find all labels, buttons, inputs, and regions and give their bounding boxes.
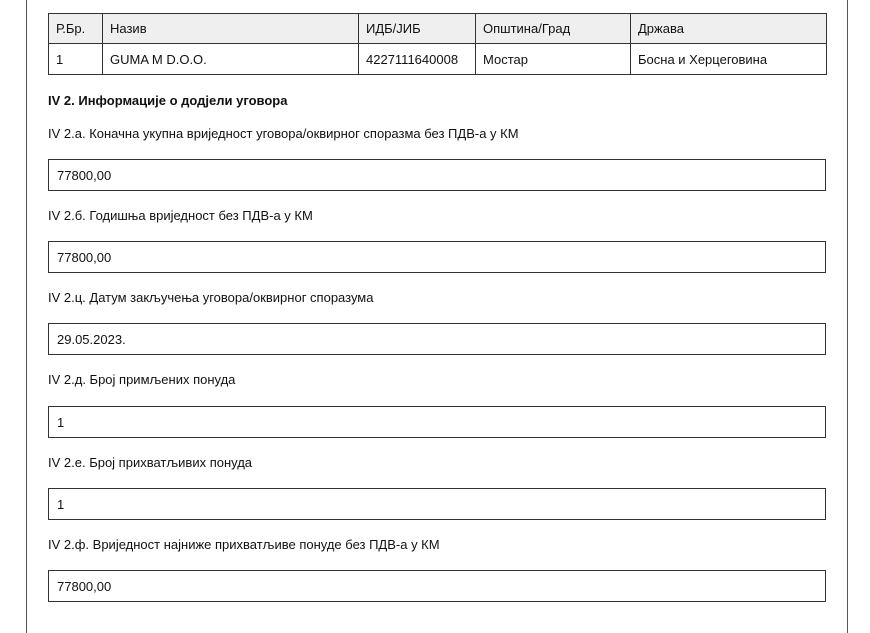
cell-name: GUMA M D.O.O. <box>103 44 359 75</box>
table-header-row <box>49 14 827 44</box>
column-header-name: Назив <box>103 14 359 44</box>
field-value-acceptable-offers: 1 <box>48 488 826 520</box>
column-header-number: Р.Бр. <box>49 14 103 44</box>
column-header-country: Држава <box>631 14 827 44</box>
field-value-contract-date: 29.05.2023. <box>48 323 826 355</box>
field-value-lowest-offer: 77800,00 <box>48 570 826 602</box>
cell-country: Босна и Херцеговина <box>631 44 827 75</box>
field-label-final-value: IV 2.а. Коначна укупна вриједност уговора/оквирног споразма без ПДВ-а у КМ <box>48 126 519 141</box>
field-label-contract-date: IV 2.ц. Датум закључења уговора/оквирног споразума <box>48 290 374 305</box>
section-heading: IV 2. Информације о додјели уговора <box>48 93 288 108</box>
field-label-lowest-offer: IV 2.ф. Вриједност најниже прихватљиве понуде без ПДВ-а у КМ <box>48 537 440 552</box>
table-row <box>49 44 827 75</box>
field-value-annual-value: 77800,00 <box>48 241 826 273</box>
cell-id: 4227111640008 <box>359 44 476 75</box>
field-label-annual-value: IV 2.б. Годишња вриједност без ПДВ-а у КМ <box>48 208 313 223</box>
cell-municipality: Мостар <box>476 44 631 75</box>
field-value-final-value: 77800,00 <box>48 159 826 191</box>
field-value-received-offers: 1 <box>48 406 826 438</box>
page-border-left <box>26 0 27 633</box>
cell-number: 1 <box>49 44 103 75</box>
field-label-received-offers: IV 2.д. Број примљених понуда <box>48 372 236 387</box>
column-header-municipality: Општина/Град <box>476 14 631 44</box>
field-label-acceptable-offers: IV 2.е. Број прихватљивих понуда <box>48 455 253 470</box>
column-header-id: ИДБ/ЈИБ <box>359 14 476 44</box>
page-border-right <box>847 0 848 633</box>
bidders-table <box>48 13 827 75</box>
